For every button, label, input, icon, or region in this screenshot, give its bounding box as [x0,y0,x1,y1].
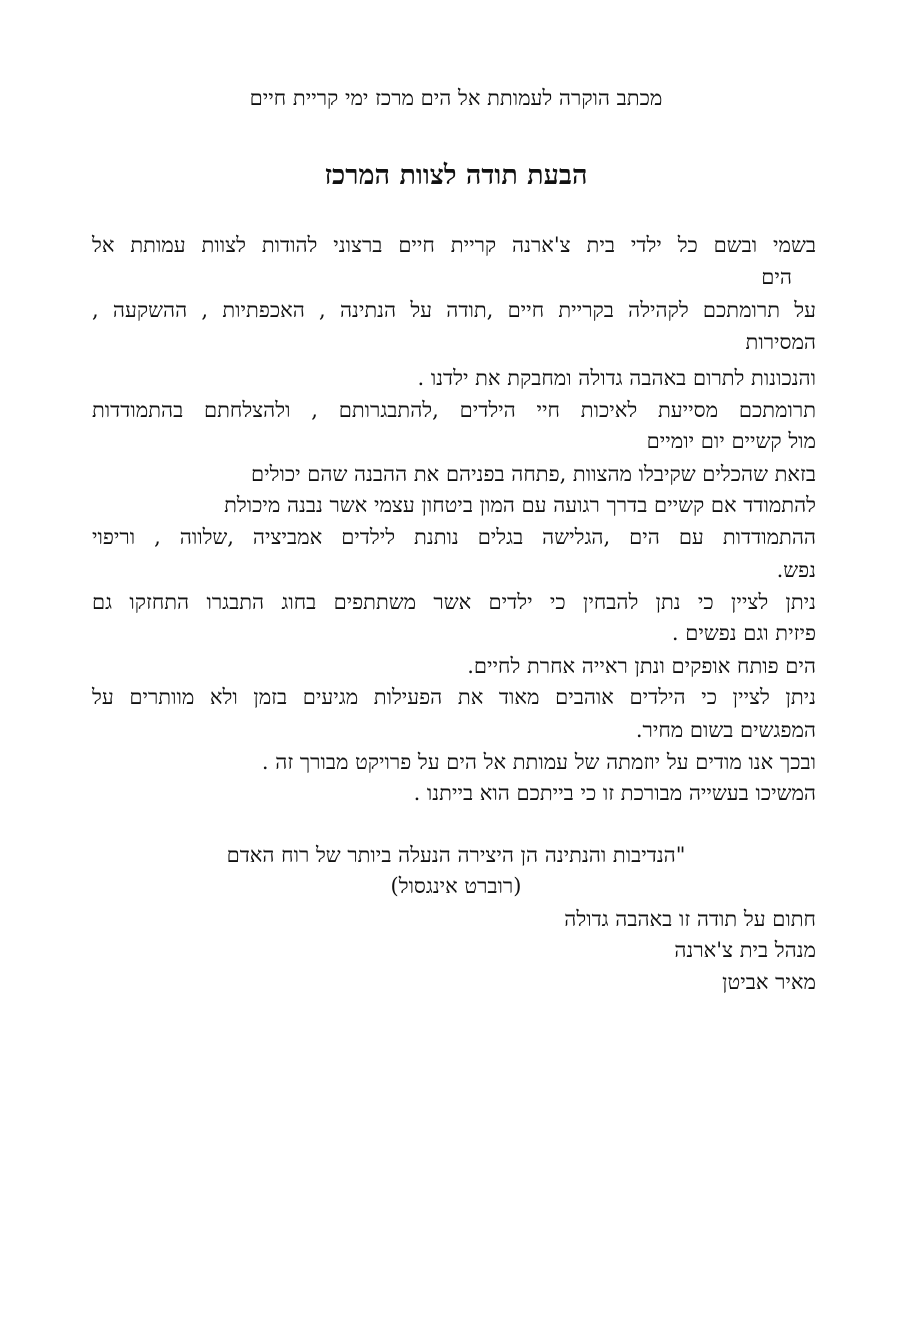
body-line: ובכך אנו מודים על יוזמתה של עמותת אל הים על פרויקט מבורך זה . [261,750,816,774]
quote-author: (רוברט אינגסול) [390,874,522,898]
body-line: המפגשים בשום מחיר. [635,718,816,742]
body-line: פיזית וגם נפשים . [671,621,816,645]
letter-title: הבעת תודה לצוות המרכז [324,160,588,191]
signature-name: מאיר אביטן [722,970,816,994]
body-line: מול קשיים יום יומיים [646,429,816,453]
body-line: הים פותח אופקים ונתן ראייה אחרת לחיים. [467,654,816,678]
body-line: תרומתכם מסייעת לאיכות חיי הילדים ,להתבגרותם , ולהצלחתם בהתמודדות [92,398,816,422]
body-line: המסירות [745,330,816,354]
signature-closing: חתום על תודה זו באהבה גדולה [564,907,816,931]
body-line: להתמודד אם קשיים בדרך רגועה עם המון ביטחון עצמי אשר נבנה מיכולת [224,493,816,517]
body-line: בזאת שהכלים שקיבלו מהצוות ,פתחה בפניהם את ההבנה שהם יכולים [251,462,816,486]
body-line: הים [761,265,792,289]
body-line: המשיכו בעשייה מבורכת זו כי בייתכם הוא בייתנו . [413,781,816,805]
signature-role: מנהל בית צ'ארנה [674,938,816,962]
body-line: והנכונות לתרום באהבה גדולה ומחבקת את ילדנו . [417,366,816,390]
quote-text: "הנדיבות והנתינה הן היצירה הנעלה ביותר של רוח האדם [226,843,686,867]
body-line: נפש. [776,558,816,582]
body-line: ניתן לציין כי הילדים אוהבים מאוד את הפעילות מגיעים בזמן ולא מוותרים על [92,685,816,709]
body-line: על תרומתכם לקהילה בקריית חיים ,תודה על הנתינה , האכפתיות , ההשקעה , [92,298,816,322]
body-line: ההתמודדות עם הים ,הגלישה בגלים נותנת לילדים אמביציה ,שלווה , וריפוי [92,525,816,549]
body-line: בשמי ובשם כל ילדי בית צ'ארנה קריית חיים ברצוני להודות לצוות עמותת אל [92,233,816,257]
letter-header: מכתב הוקרה לעמותת אל הים מרכז ימי קריית חיים [249,86,663,110]
body-line: ניתן לציין כי נתן להבחין כי ילדים אשר משתתפים בחוג התבגרו התחזקו גם [92,590,816,614]
